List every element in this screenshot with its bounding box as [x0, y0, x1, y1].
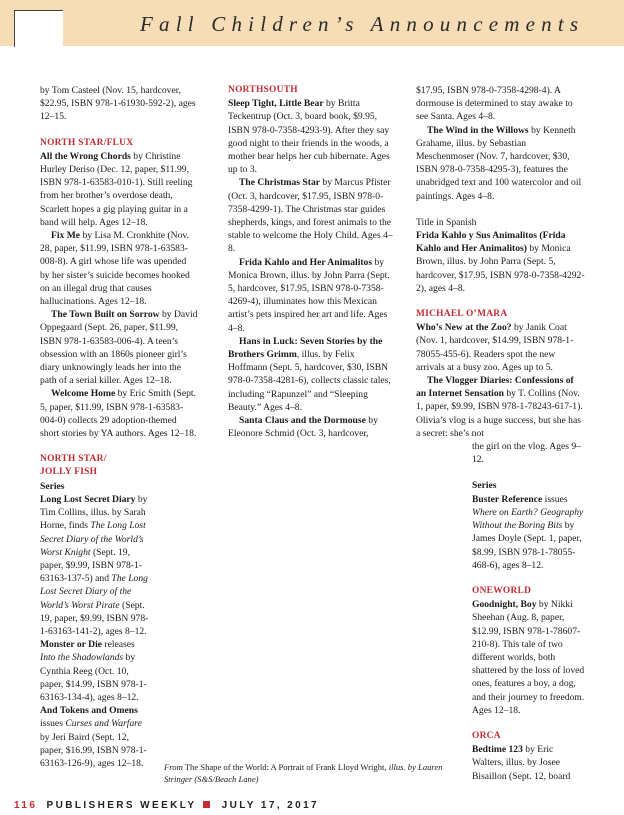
entry: Monster or Die releases Into the Shadowlands by Cynthia Reeg (Oct. 10, paper, $14.99, ISBN 978-1-63163-134-4), ages 8–12.: [40, 639, 147, 703]
entry-text: by Marcus Pfister (Oct. 3, hardcover, $17.95, ISBN 978-0-7358-4299-1). The Christmas star guides shepherds, kings, and forest animals to the stable to welcome the Holy Child. Ages 4–8.: [228, 177, 393, 255]
entry: [228, 97, 393, 176]
entry-text: by Nikki Sheehan (Aug. 8, paper, $12.99, ISBN 978-1-78607-210-8). This tale of two different worlds, both shattered by the loss of loved ones, features a boy, a dog, and their journey to freedom. Ages 12–18.: [472, 599, 585, 716]
entry-title: Goodnight, Boy: [472, 599, 537, 611]
entry-text: by Lisa M. Cronkhite (Nov. 28, paper, $11.99, ISBN 978-1-63583-008-8). A girl whose life was upended by her sister’s suicide becomes hooked on an illegal drug that causes hallucinations. Ages 12–18.: [40, 230, 190, 308]
column-2: [228, 84, 393, 440]
entry: [416, 374, 586, 440]
entry-title: Bedtime 123: [472, 744, 523, 756]
publisher-heading: NORTH STAR/FLUX: [40, 137, 134, 148]
entry-text: by Eric Smith (Sept. 5, paper, $11.99, ISBN 978-1-63583-004-0) collects 29 adoption-themed short stories by YA authors. Ages 12–18.: [40, 388, 197, 440]
entry: [40, 229, 198, 308]
subsection-label: Title in Spanish: [416, 216, 477, 228]
entry: And Tokens and Omens issues Curses and Warfare by Jeri Baird (Sept. 12, paper, $16.99, ISBN 978-1-63163-126-9), ages 12–18.: [40, 705, 147, 769]
page-footer: [14, 800, 319, 811]
entry-title: The Vlogger Diaries: Confessions of an Internet Sensation: [416, 375, 574, 400]
entry-title: The Wind in the Willows: [427, 124, 529, 136]
entry-title: Long Lost Secret Diary: [40, 493, 136, 505]
series-label: Series: [40, 480, 65, 492]
entry: [228, 176, 393, 255]
entry-continued: the girl on the vlog. Ages 9–12.: [472, 441, 581, 466]
entry-text: by Eric Walters, illus. by Josee Bisaillon (Sept. 12, board: [472, 744, 571, 782]
entry-text: by Eleonore Schmid (Oct. 3, hardcover,: [228, 415, 378, 440]
hanging-column: [472, 440, 586, 783]
entry-title: The Christmas Star: [239, 177, 321, 189]
entry-title: Frida Kahlo y Sus Animalitos (Frida Kahlo and Her Animalitos): [416, 230, 566, 255]
entry-title: Who’s New at the Zoo?: [416, 322, 512, 334]
entry: [472, 743, 586, 783]
entry: [416, 321, 586, 374]
publisher-heading: NORTH STAR/: [40, 454, 107, 465]
entry-text: by Britta Teckentrup (Oct. 3, board book, $9.95, ISBN 978-0-7358-4293-9). After they say good night to their friends in the woods, a mother bear helps her cub hibernate. Ages up to 3.: [228, 98, 390, 176]
entry-title: All the Wrong Chords: [40, 150, 131, 162]
entry-title: Frida Kahlo and Her Animalitos: [239, 256, 373, 268]
series-block: [40, 480, 152, 770]
entry-text: by Janik Coat (Nov. 1, hardcover, $14.99, ISBN 978-1-78055-455-6). Readers spot the new arrivals at a busy zoo. Ages up to 5.: [416, 322, 574, 373]
entry-title: Sleep Tight, Little Bear: [228, 98, 324, 110]
entry: [472, 598, 586, 717]
section-title: Fall Children’s Announcements: [140, 12, 585, 36]
entry-title: Hans in Luck: Seven Stories by the Brothers Grimm: [228, 335, 383, 361]
page-number: 116: [14, 800, 38, 811]
entry-text: , illus. by Felix Hoffmann (Sept. 5, hardcover, $30, ISBN 978-0-7358-4281-6), collects classic tales, including “Rapunzel” and “Sleeping Beauty.” Ages 4–8.: [228, 349, 391, 413]
entry: Buster Reference issues Where on Earth? Geography Without the Boring Bits by James Doyle (Sept. 1, paper, $8.99, ISBN 978-1-78055-468-6), ages 8–12.: [472, 493, 584, 571]
entry: [416, 124, 586, 203]
entry-continued: $17.95, ISBN 978-0-7358-4298-4). A dormouse is determined to stay awake to see Santa. Ages 4–8.: [416, 85, 573, 123]
entry-text: by Christine Hurley Deriso (Dec. 12, paper, $11.99, ISBN 978-1-63583-010-1). Still reeling from her brother’s overdose death, Scarlett hopes a gig playing guitar in a band will help. Ages 12–18.: [40, 150, 193, 228]
entry: [40, 308, 198, 387]
column-1: [40, 84, 198, 770]
entry-title: Welcome Home: [51, 388, 116, 400]
entry-title: Buster Reference: [472, 493, 543, 505]
square-divider-icon: [203, 801, 210, 808]
header-banner: [0, 0, 624, 46]
entry-text: by David Oppegaard (Sept. 26, paper, $11.99, ISBN 978-1-63583-006-4). A teen’s obsession with an 1860s pioneer girl’s diary unknowingly leads her into the path of a serial killer. Ages 12–18.: [40, 309, 198, 387]
publisher-heading: JOLLY FISH: [40, 467, 98, 478]
entry-title: Fix Me: [51, 230, 81, 242]
entry: [40, 387, 198, 440]
publisher-heading: NORTHSOUTH: [228, 85, 298, 95]
entry: [40, 150, 198, 229]
entry-title: Monster or Die: [40, 639, 102, 651]
publisher-heading: MICHAEL O’MARA: [416, 309, 508, 320]
entry: [416, 229, 586, 295]
entry: [228, 335, 393, 414]
entry-text: by T. Collins (Nov. 1, paper, $9.99, ISBN 978-1-78243-617-1). Olivia’s vlog is a huge success, but she has a secret: she’s not: [416, 388, 583, 439]
entry-title: And Tokens and Omens: [40, 705, 138, 717]
publication-name: PUBLISHERS WEEKLY: [46, 800, 197, 811]
entry-title: Santa Claus and the Dormouse: [239, 415, 366, 427]
entry-title: The Town Built on Sorrow: [51, 309, 160, 321]
banner-corner-box: [14, 10, 63, 47]
column-3: [416, 84, 586, 783]
issue-date: JULY 17, 2017: [221, 800, 319, 811]
image-caption: From The Shape of the World: A Portrait of Frank Lloyd Wright, illus. by Lauren Stringer (S&S/Beach Lane): [164, 762, 443, 784]
entry: [228, 414, 393, 440]
entry: Long Lost Secret Diary by Tim Collins, illus. by Sarah Horne, finds The Long Lost Secret Diary of the World’s Worst Knight (Sept. 19, paper, $9.99, ISBN 978-1-63163-137-5) and The Long Lost Secret Diary of the World’s Worst Pirate (Sept. 19, paper, $9.99, ISBN 978-1-63163-141-2), ages 8–12.: [40, 493, 149, 637]
publisher-heading: ONEWORLD: [472, 585, 532, 596]
series-label: Series: [472, 480, 497, 492]
entry-text: by Monica Brown, illus. by John Parra (Sept. 5, hardcover, $17.95, ISBN 978-0-7358-4292-2), ages 4–8.: [416, 243, 585, 294]
publisher-heading: ORCA: [472, 730, 501, 741]
entry-continued: by Tom Casteel (Nov. 15, hardcover, $22.95, ISBN 978-1-61930-592-2), ages 12–15.: [40, 85, 196, 123]
entry-text: by Kenneth Grahame, illus. by Sebastian Meschenmoser (Nov. 7, hardcover, $30, ISBN 978-0-7358-4295-3), features the unabridged text and 100 watercolor and oil paintings. Ages 4–8.: [416, 124, 582, 202]
entry-text: by Monica Brown, illus. by John Parra (Sept. 5, hardcover, $17.95, ISBN 978-0-7358-4269-4), illuminates how this Mexican artist’s pets inspired her art and life. Ages 4–8.: [228, 256, 390, 334]
entry: [228, 256, 393, 335]
